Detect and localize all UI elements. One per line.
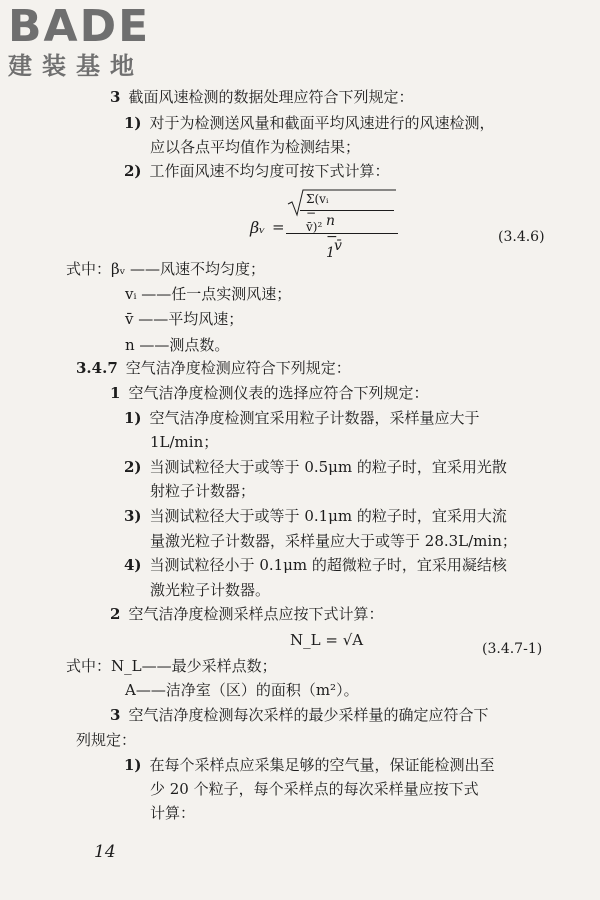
line-text: 空气洁净度检测应符合下列规定： — [125, 359, 351, 377]
text-line — [66, 656, 277, 676]
equation-number-3-4-7-1: (3.4.7-1) — [482, 641, 543, 657]
text-line — [110, 604, 383, 624]
text-line — [124, 113, 495, 133]
clause-number: 3 — [110, 88, 121, 106]
logo-latin: BADE — [8, 1, 151, 52]
line-text: 对于为检测送风量和截面平均风速进行的风速检测， — [149, 114, 495, 132]
line-text: 计算： — [150, 804, 196, 822]
line-text: 空气洁净度检测采样点应按下式计算： — [128, 605, 384, 623]
text-line — [150, 580, 270, 600]
line-text: 射粒子计数器； — [150, 482, 256, 500]
line-text: n ——测点数。 — [125, 336, 230, 354]
outer-fraction-line — [286, 233, 398, 234]
line-text: 激光粒子计数器。 — [150, 581, 271, 599]
formula-inner-denominator: n − 1 — [326, 213, 338, 261]
line-text: vᵢ ——任一点实测风速； — [125, 285, 292, 303]
text-line — [110, 705, 488, 725]
text-line — [125, 335, 229, 355]
text-line — [150, 432, 218, 452]
text-line — [76, 358, 351, 378]
clause-number: 2 — [110, 605, 121, 623]
inner-fraction-line — [300, 210, 394, 211]
line-text: 截面风速检测的数据处理应符合下列规定： — [128, 88, 414, 106]
line-text: 工作面风速不均匀度可按下式计算： — [149, 162, 390, 180]
text-line — [150, 803, 195, 823]
clause-number: 3.4.7 — [76, 359, 118, 377]
text-line — [124, 161, 390, 181]
clause-number: 1) — [124, 756, 142, 774]
line-text: v̄ ——平均风速； — [125, 310, 244, 328]
text-line — [124, 506, 507, 526]
line-text: 式中：N_L——最少采样点数； — [66, 657, 277, 675]
text-line — [150, 531, 517, 551]
line-text: 空气洁净度检测宜采用粒子计数器，采样量应大于 — [149, 409, 480, 427]
text-line — [66, 259, 265, 279]
text-line — [125, 309, 243, 329]
line-text: 当测试粒径大于或等于 0.5μm 的粒子时，宜采用光散 — [149, 458, 507, 476]
sqrt-sign — [286, 188, 396, 218]
line-text: 在每个采样点应采集足够的空气量，保证能检测出至 — [149, 756, 495, 774]
clause-number: 2) — [124, 458, 142, 476]
clause-number: 2) — [124, 162, 142, 180]
line-text: 空气洁净度检测每次采样的最少采样量的确定应符合下 — [128, 706, 489, 724]
text-line — [124, 555, 507, 575]
clause-number: 3) — [124, 507, 142, 525]
logo-chinese: 建装基地 — [8, 52, 144, 80]
formula-numerator: Σ(vᵢ − v̄)² — [306, 192, 329, 234]
line-text: 少 20 个粒子，每个采样点的每次采样量应按下式 — [150, 780, 479, 798]
line-text: 当测试粒径小于 0.1μm 的超微粒子时，宜采用凝结核 — [149, 556, 507, 574]
line-text: 空气洁净度检测仪表的选择应符合下列规定： — [128, 384, 429, 402]
clause-number: 3 — [110, 706, 121, 724]
formula-lhs: βᵥ — [250, 218, 266, 237]
clause-number: 1) — [124, 409, 142, 427]
clause-number: 4) — [124, 556, 142, 574]
formula-equals: = — [272, 218, 285, 236]
text-line — [76, 730, 136, 750]
line-text: 列规定： — [76, 731, 137, 749]
line-text: A——洁净室（区）的面积（m²）。 — [125, 681, 359, 699]
line-text: 应以各点平均值作为检测结果； — [150, 138, 361, 156]
formula-outer-denominator: v̄ — [334, 238, 342, 254]
text-line — [124, 755, 495, 775]
line-text: 式中：βᵥ ——风速不均匀度； — [66, 260, 266, 278]
text-line — [290, 630, 363, 650]
text-line — [124, 408, 480, 428]
line-text: 量激光粒子计数器，采样量应大于或等于 28.3L/min； — [150, 532, 517, 550]
text-line — [150, 481, 255, 501]
line-text: N_L = √A — [290, 631, 364, 649]
equation-number-3-4-6: (3.4.6) — [498, 229, 545, 245]
text-line — [150, 779, 479, 799]
text-line — [110, 87, 413, 107]
text-line — [110, 383, 428, 403]
page-number: 14 — [94, 842, 116, 862]
text-line — [125, 284, 291, 304]
clause-number: 1 — [110, 384, 121, 402]
text-line — [125, 680, 359, 700]
clause-number: 1) — [124, 114, 142, 132]
text-line — [124, 457, 507, 477]
line-text: 当测试粒径大于或等于 0.1μm 的粒子时，宜采用大流 — [149, 507, 507, 525]
text-line — [150, 137, 360, 157]
line-text: 1L/min； — [150, 433, 219, 451]
